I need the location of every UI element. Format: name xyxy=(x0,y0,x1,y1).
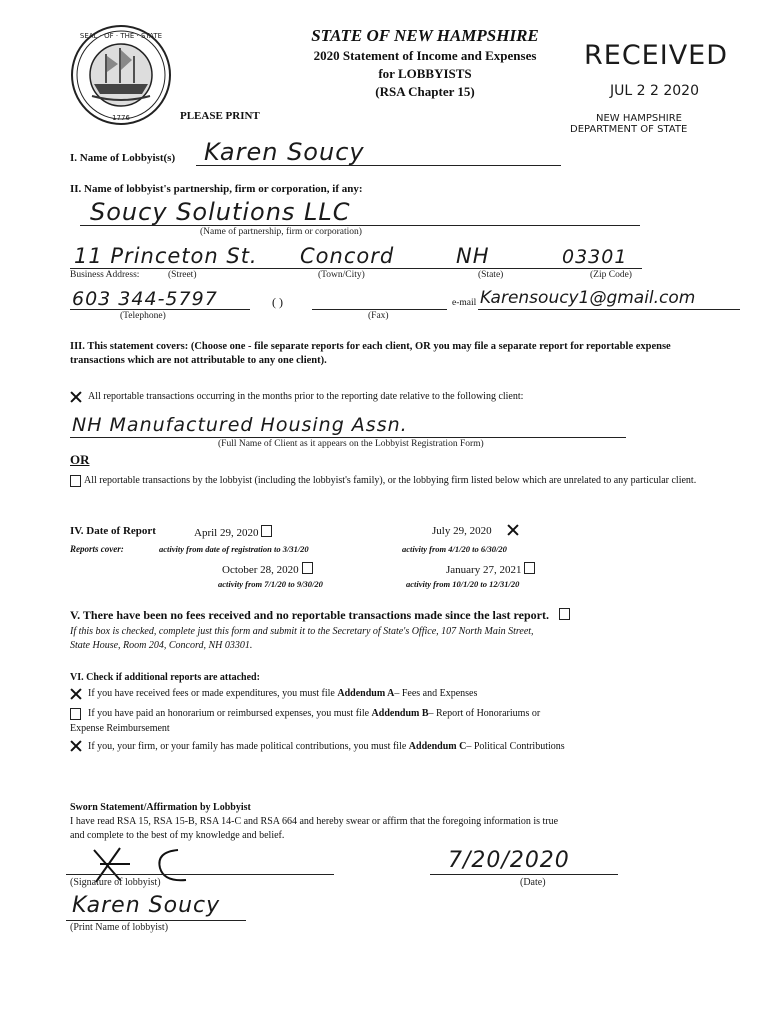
svg-text:SEAL · OF · THE · STATE: SEAL · OF · THE · STATE xyxy=(79,32,163,40)
sworn-label: Sworn Statement/Affirmation by Lobbyist xyxy=(70,802,251,813)
received-stamp xyxy=(570,40,744,135)
form-chapter: (RSA Chapter 15) xyxy=(375,84,475,99)
client-option-text: All reportable transactions occurring in the months prior to the reporting date relative to the following client: xyxy=(88,391,524,402)
firm-label: II. Name of lobbyist's partnership, firm or corporation, if any: xyxy=(70,183,363,195)
date-october-checkbox[interactable] xyxy=(302,562,313,574)
telephone-caption: (Telephone) xyxy=(120,311,166,321)
received-stamp-title: RECEIVED xyxy=(584,40,729,71)
date-october xyxy=(222,562,313,576)
coverage-label: III. This statement covers: (Choose one - file separate reports for each client, OR you may file a separate report for reportable expense transactions which are not attributable to any one client). xyxy=(70,341,671,366)
firm-caption: (Name of partnership, firm or corporation) xyxy=(200,227,362,237)
town-caption: (Town/City) xyxy=(318,270,365,280)
client-caption: (Full Name of Client as it appears on the Lobbyist Registration Form) xyxy=(218,439,484,449)
date-of-report-label: IV. Date of Report xyxy=(70,525,156,537)
date-field[interactable]: 7/20/2020 xyxy=(448,848,570,873)
firm-name-field[interactable]: Soucy Solutions LLC xyxy=(90,198,351,226)
addendum-a-post: – Fees and Expenses xyxy=(394,688,478,699)
addendum-a-bold: Addendum A xyxy=(337,688,395,699)
date-january-checkbox[interactable] xyxy=(524,562,535,574)
print-name-caption: (Print Name of lobbyist) xyxy=(70,922,169,933)
addendum-c-bold: Addendum C xyxy=(408,741,467,752)
addendum-c-post: – Political Contributions xyxy=(466,741,565,752)
zip-field[interactable]: 03301 xyxy=(562,246,628,268)
date-caption: (Date) xyxy=(520,877,546,888)
fax-caption: (Fax) xyxy=(368,311,389,321)
sworn-text-1: I have read RSA 15, RSA 15-B, RSA 14-C and RSA 664 and hereby swear or affirm that the foregoing information is true xyxy=(70,816,559,827)
no-fees-label xyxy=(70,608,570,623)
sworn-text-2: and complete to the best of my knowledge and belief. xyxy=(70,830,285,841)
no-fees-checkbox[interactable] xyxy=(559,608,570,620)
addendum-b-checkbox[interactable] xyxy=(70,708,81,720)
addendum-b-line2: Expense Reimbursement xyxy=(70,723,170,734)
date-april-text: April 29, 2020 xyxy=(194,527,259,539)
date-july xyxy=(432,525,506,537)
svg-text:1776: 1776 xyxy=(112,114,130,122)
reports-cover-label: Reports cover: xyxy=(70,544,124,554)
date-january-text: January 27, 2021 xyxy=(446,564,522,576)
fax-prefix: ( ) xyxy=(272,295,283,309)
date-january xyxy=(446,562,535,576)
addendum-a-pre: If you have received fees or made expenditures, you must file xyxy=(88,688,338,699)
client-name-field[interactable]: NH Manufactured Housing Assn. xyxy=(72,414,408,436)
email-label: e-mail xyxy=(452,298,477,308)
date-april-checkbox[interactable] xyxy=(261,525,272,537)
state-caption: (State) xyxy=(478,270,504,280)
unrelated-option-text: All reportable transactions by the lobbyist (including the lobbyist's family), or the lobbying firm listed below which are unrelated to any particular client. xyxy=(84,475,697,486)
state-field[interactable]: NH xyxy=(456,244,490,268)
zip-caption: (Zip Code) xyxy=(590,270,632,280)
received-stamp-date: JUL 2 2 2020 xyxy=(610,83,699,99)
date-april-note: activity from date of registration to 3/31/20 xyxy=(159,544,309,554)
business-address-label: Business Address: xyxy=(70,270,140,280)
addendum-b-bold: Addendum B xyxy=(371,708,429,719)
date-october-text: October 28, 2020 xyxy=(222,564,299,576)
addendum-c-line xyxy=(88,741,565,752)
date-april xyxy=(194,525,272,539)
date-july-text: July 29, 2020 xyxy=(432,525,492,537)
addendum-a-line xyxy=(88,688,477,699)
or-label: OR xyxy=(70,452,90,467)
lobbyist-name-label: I. Name of Lobbyist(s) xyxy=(70,152,176,164)
addendum-b-post: – Report of Honorariums or xyxy=(428,708,541,719)
additional-reports-label: VI. Check if additional reports are attached: xyxy=(70,672,260,683)
signature-caption: (Signature of lobbyist) xyxy=(70,877,161,888)
addendum-c-check[interactable] xyxy=(70,740,82,752)
street-caption: (Street) xyxy=(168,270,197,280)
addendum-b-pre: If you have paid an honorarium or reimbursed expenses, you must file xyxy=(88,708,372,719)
print-name-field[interactable]: Karen Soucy xyxy=(72,893,221,918)
received-stamp-line2: DEPARTMENT OF STATE xyxy=(570,124,688,135)
no-fees-note-2: State House, Room 204, Concord, NH 03301. xyxy=(70,640,253,651)
addendum-a-check[interactable] xyxy=(70,688,82,700)
lobbyist-name-field[interactable]: Karen Soucy xyxy=(204,138,365,166)
no-fees-note-1: If this box is checked, complete just this form and submit it to the Secretary of State's Office, 107 North Main Street, xyxy=(70,626,534,637)
addendum-c-pre: If you, your firm, or your family has made political contributions, you must file xyxy=(88,741,409,752)
no-fees-text: V. There have been no fees received and no reportable transactions made since the last report. xyxy=(70,608,549,622)
date-july-note: activity from 4/1/20 to 6/30/20 xyxy=(402,544,507,554)
date-july-check[interactable] xyxy=(507,524,519,536)
telephone-field[interactable]: 603 344-5797 xyxy=(72,288,218,310)
please-print: PLEASE PRINT xyxy=(180,110,260,122)
client-option-check[interactable] xyxy=(70,391,82,403)
addendum-b-line xyxy=(88,708,540,719)
email-field[interactable]: Karensoucy1@gmail.com xyxy=(480,288,696,308)
received-stamp-line1: NEW HAMPSHIRE xyxy=(596,113,682,124)
street-field[interactable]: 11 Princeton St. xyxy=(74,244,258,268)
state-heading: STATE OF NEW HAMPSHIRE xyxy=(311,26,539,45)
town-field[interactable]: Concord xyxy=(300,244,395,268)
state-seal-icon xyxy=(70,24,172,126)
form-title: 2020 Statement of Income and Expenses xyxy=(313,48,537,63)
form-subtitle: for LOBBYISTS xyxy=(378,66,472,81)
date-october-note: activity from 7/1/20 to 9/30/20 xyxy=(218,579,323,589)
date-january-note: activity from 10/1/20 to 12/31/20 xyxy=(406,579,520,589)
